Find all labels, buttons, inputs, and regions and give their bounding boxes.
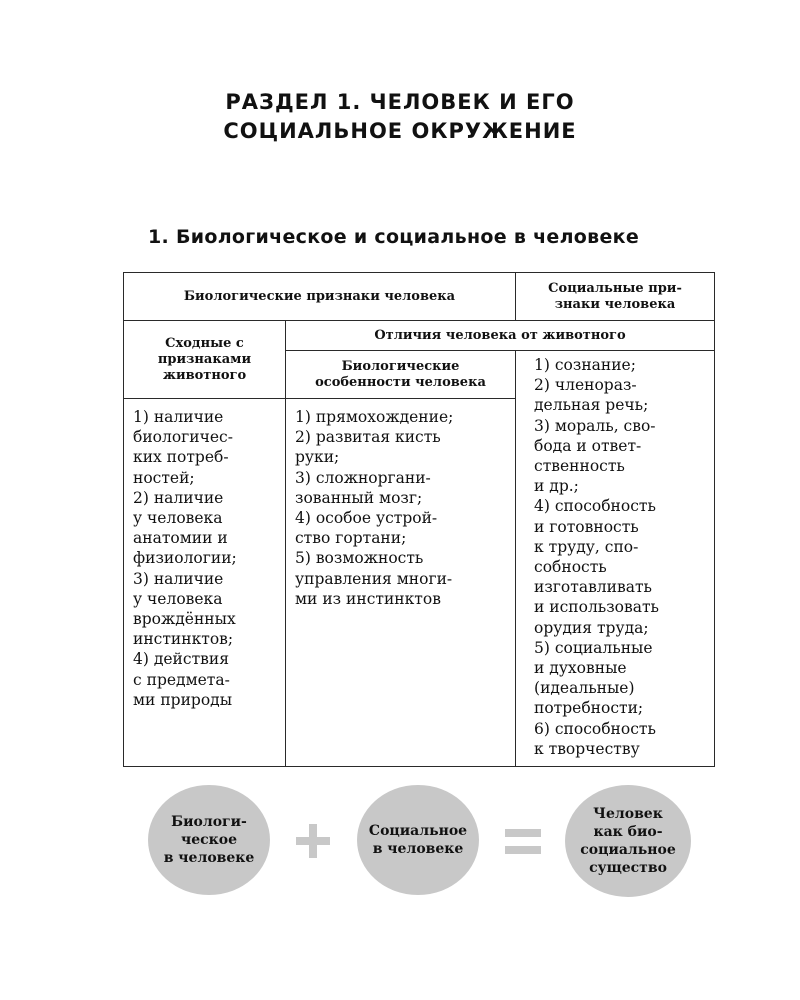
equals-sign bbox=[505, 829, 541, 855]
header-social-signs: Социальные при- знаки человека bbox=[516, 273, 715, 321]
section-title-line1: РАЗДЕЛ 1. ЧЕЛОВЕК И ЕГО bbox=[225, 90, 575, 114]
similar-signs-list: 1) наличие биологичес- ких потреб- ностей; 2) наличие у человека анатомии и физиологии; 3) наличие у человека врождённых инстинктов; 4) действия с предмета- ми природы bbox=[133, 408, 237, 709]
circle-biosocial-being bbox=[565, 785, 691, 897]
similar-signs-cell bbox=[124, 399, 286, 767]
section-title-line2: СОЦИАЛЬНОЕ ОКРУЖЕНИЕ bbox=[223, 119, 577, 143]
chapter-title: 1. Биологическое и социальное в человеке bbox=[148, 226, 640, 248]
circle-biosocial-label: Человек как био- социальное существо bbox=[580, 806, 676, 876]
circle-social-label: Социальное в человеке bbox=[368, 823, 468, 857]
header-biological-signs: Биологические признаки человека bbox=[124, 273, 516, 321]
header-similar-to-animal: Сходные с признаками животного bbox=[124, 321, 286, 399]
circle-biological bbox=[148, 785, 270, 895]
header-biological-features: Биологические особенности человека bbox=[286, 351, 516, 399]
header-differences-from-animal: Отличия человека от животного bbox=[286, 321, 715, 351]
biological-features-list: 1) прямохождение; 2) развитая кисть руки; 3) сложноргани- зованный мозг; 4) особое устрой- ство гортани; 5) возможность управления многи- ми из инстинктов bbox=[295, 408, 454, 608]
circle-social bbox=[357, 785, 479, 895]
social-signs-list: 1) сознание; 2) членораз- дельная речь; 3) мораль, сво- бода и ответ- ственность и др.; 4) способность и готовность к труду, спо- собность изготавливать и использовать орудия труда; 5) социальные и духовные (идеальные) потребности; 6) способность к творчеству bbox=[534, 356, 659, 758]
plus-sign bbox=[296, 824, 330, 858]
section-title bbox=[0, 88, 800, 146]
social-signs-cell bbox=[516, 351, 715, 767]
comparison-table bbox=[123, 272, 715, 767]
biological-features-cell bbox=[286, 399, 516, 767]
circle-biological-label: Биологи- ческое в человеке bbox=[163, 814, 255, 866]
